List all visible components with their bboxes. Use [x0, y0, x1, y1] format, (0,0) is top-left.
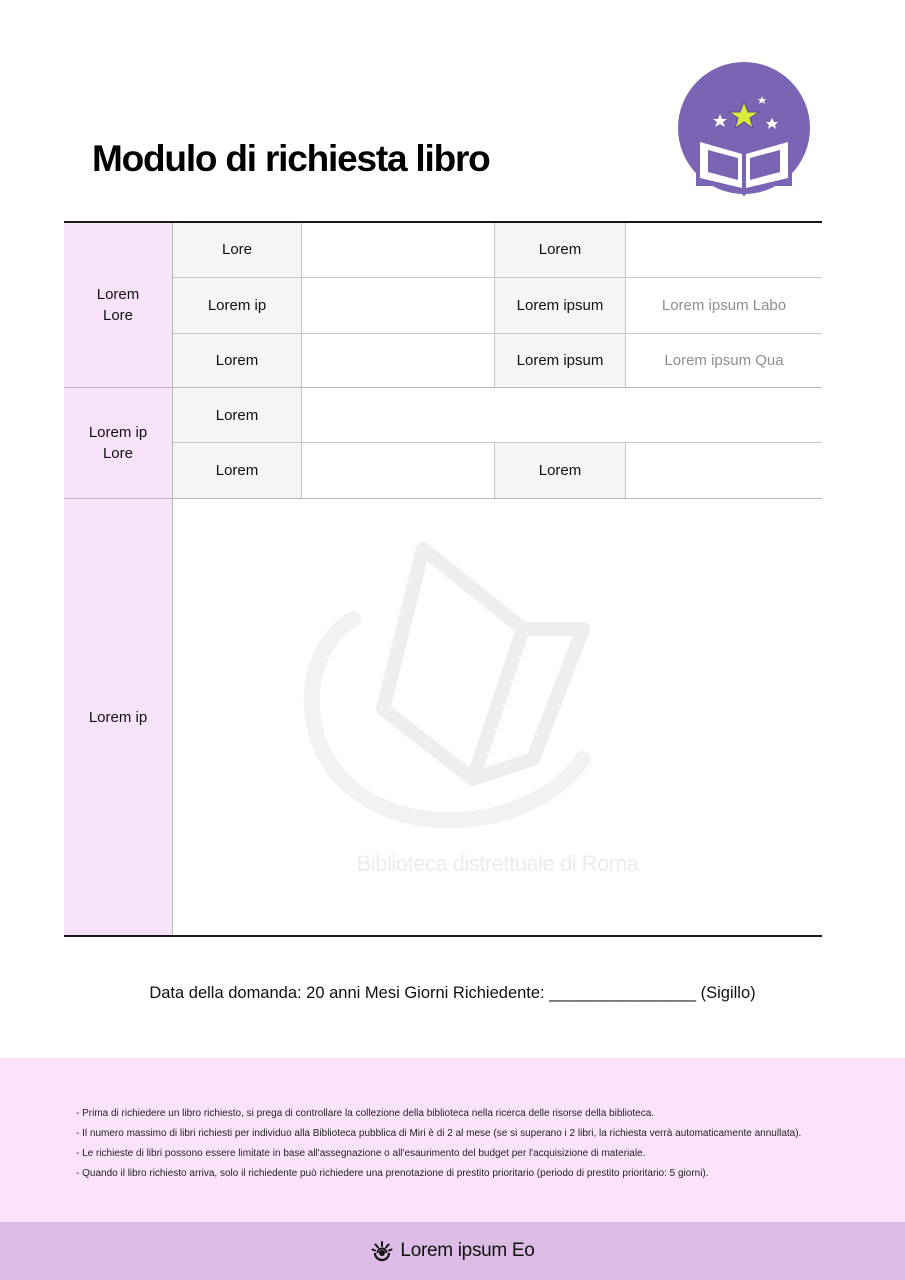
note-item: - Prima di richiedere un libro richiesto, si prega di controllare la collezione della biblioteca nella ricerca delle risorse della biblioteca. [76, 1108, 655, 1119]
form-row [173, 223, 822, 278]
eye-swirl-icon [370, 1239, 394, 1263]
field-input[interactable] [302, 334, 495, 387]
field-input[interactable] [302, 278, 495, 334]
field-input-placeholder[interactable]: Lorem ipsum Labo [661, 297, 787, 314]
note-item: - Quando il libro richiesto arriva, solo il richiedente può richiedere una prenotazione di prestito prioritario (periodo di prestito prioritario: 5 giorni). [76, 1168, 709, 1179]
page-title: Modulo di richiesta libro [92, 138, 490, 179]
section-applicant-info [64, 388, 822, 499]
form-row [173, 388, 822, 443]
book-watermark-icon [293, 539, 633, 839]
watermark-text: Biblioteca distrettuale di Roma [356, 851, 639, 876]
section-notes-area [64, 499, 822, 935]
field-label: Lorem ipsum [495, 278, 626, 334]
field-label: Lorem [495, 443, 626, 498]
free-text-area[interactable] [173, 499, 822, 935]
field-label: Lorem ipsum [495, 334, 626, 387]
field-label: Lorem ip [173, 278, 302, 334]
form-row [173, 443, 822, 498]
field-label: Lorem [495, 223, 626, 277]
section-heading: Lorem Lore [64, 223, 173, 387]
field-label: Lorem [173, 334, 302, 387]
field-input[interactable] [626, 443, 822, 498]
brand-name: Lorem ipsum Eo [400, 1240, 535, 1261]
signature-line: Data della domanda: 20 anni Mesi Giorni Richiedente: ________________ (Sigillo) [149, 984, 756, 1002]
notes-list [76, 1104, 801, 1184]
field-input[interactable] [302, 443, 495, 498]
footer-brand [370, 1239, 534, 1263]
field-input-placeholder[interactable]: Lorem ipsum Qua [664, 352, 784, 370]
field-label: Lorem [173, 388, 302, 442]
form-row [173, 334, 822, 387]
notes-panel [0, 1058, 905, 1222]
note-item: - Le richieste di libri possono essere limitate in base all'assegnazione o all'esaurimento del budget per l'acquisizione di materiale. [76, 1148, 646, 1159]
footer-bar [0, 1222, 905, 1280]
note-item: - Il numero massimo di libri richiesti per individuo alla Biblioteca pubblica di Miri è di 2 al mese (se si superano i 2 libri, la richiesta verrà automaticamente annullata). [76, 1128, 802, 1139]
section-heading: Lorem ip [64, 499, 173, 935]
field-input[interactable] [626, 223, 822, 277]
request-form-table [64, 221, 822, 937]
field-label: Lorem [173, 443, 302, 498]
library-logo-icon [676, 62, 812, 200]
field-input[interactable] [302, 388, 822, 442]
field-label: Lore [173, 223, 302, 277]
form-row [173, 278, 822, 335]
section-book-info [64, 223, 822, 388]
field-input[interactable] [302, 223, 495, 277]
section-heading: Lorem ip Lore [64, 388, 173, 498]
